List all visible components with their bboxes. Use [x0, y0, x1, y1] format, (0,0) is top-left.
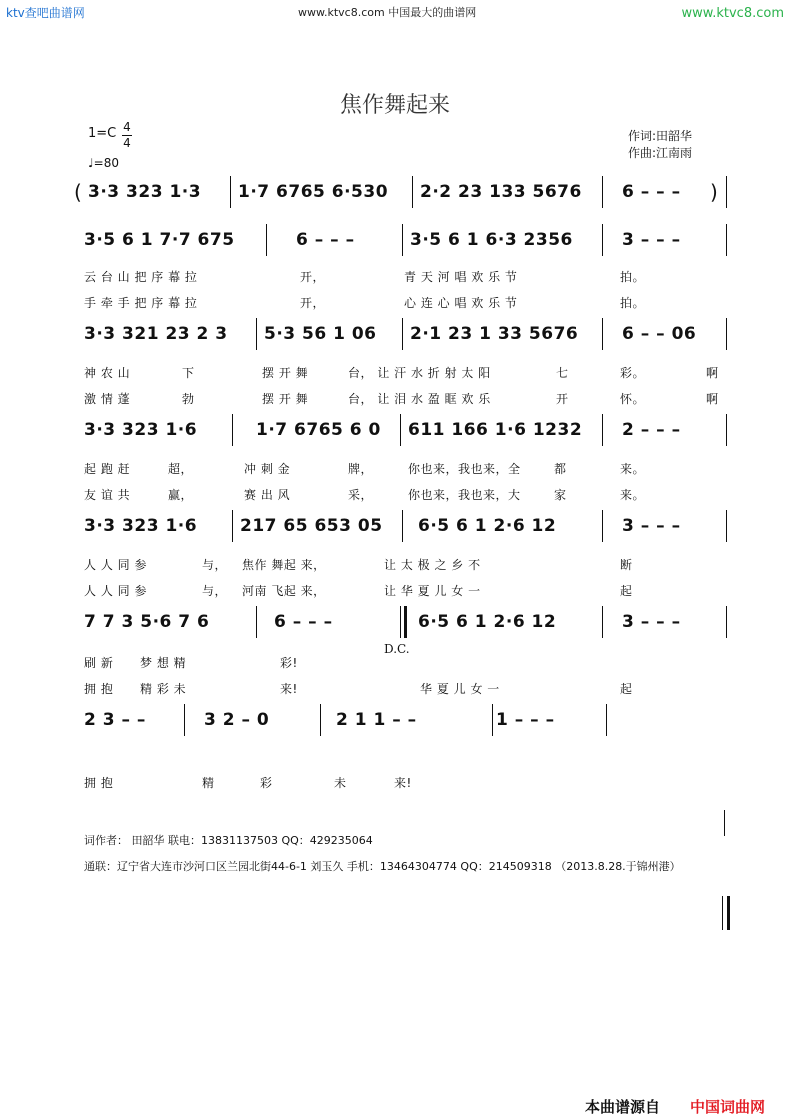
lyric-word: 梦 想 精 — [140, 656, 187, 670]
lyric-word: 台， 让 汗 水 折 射 太 阳 — [348, 366, 491, 380]
time-top: 4 — [123, 120, 131, 134]
barline — [602, 606, 603, 638]
measure: 2 3 – – — [84, 710, 146, 730]
lyric-word: 来。 — [620, 462, 646, 476]
barline — [232, 510, 233, 542]
barline — [726, 414, 727, 446]
measure: 6·5 6 1 2·6 12 — [418, 516, 557, 536]
lyric-word: 摆 开 舞 — [262, 366, 309, 380]
measure: 217 65 653 05 — [240, 516, 383, 536]
lyric-word: 未 — [334, 776, 347, 790]
repeat-open-paren: ( — [74, 180, 82, 204]
lyric-word: 赛 出 风 — [244, 488, 291, 502]
credits — [628, 128, 692, 162]
barline — [602, 224, 603, 256]
lyric-word: 刷 新 — [84, 656, 114, 670]
measure: 3·3 323 1·6 — [84, 420, 198, 440]
site-name-left: ktv查吧曲谱网 — [6, 6, 85, 20]
lyric-word: 拥 抱 — [84, 682, 114, 696]
lyric-word: 华 夏 儿 女 一 — [420, 682, 500, 696]
lyric-word: 开， — [300, 296, 326, 310]
measure: 1·7 6765 6·530 — [238, 182, 389, 202]
measure: 3 – – – — [622, 612, 681, 632]
lyric-word: 拍。 — [620, 296, 646, 310]
barline — [256, 318, 257, 350]
measure: 6 – – – — [296, 230, 355, 250]
lyric-word: 精 — [202, 776, 215, 790]
lyric-word: 焦作 舞起 来， — [242, 558, 326, 572]
barline — [266, 224, 267, 256]
barline — [492, 704, 493, 736]
lyric-word: 起 — [620, 584, 633, 598]
margin-line — [724, 810, 725, 836]
lyric-word: 都 — [554, 462, 567, 476]
staff-row-6 — [80, 606, 732, 638]
barline — [606, 704, 607, 736]
staff-row-1 — [74, 176, 732, 208]
measure: 3 – – – — [622, 516, 681, 536]
measure: 7 7 3 5·6 7 6 — [84, 612, 210, 632]
measure: 5·3 56 1 06 — [264, 324, 377, 344]
lyric-word: 来! — [280, 682, 298, 696]
staff-row-5 — [80, 510, 732, 542]
double-barline-thick — [404, 606, 407, 638]
tempo-marking: ♩=80 — [88, 156, 119, 170]
lyric-word: 七 — [556, 366, 569, 380]
barline — [726, 224, 727, 256]
measure: 3 2 – 0 — [204, 710, 270, 730]
measure: 3·5 6 1 6·3 2356 — [410, 230, 573, 250]
barline — [602, 414, 603, 446]
lyric-word: 下 — [182, 366, 195, 380]
source-label: 本曲谱源自 — [585, 1098, 661, 1116]
barline — [232, 414, 233, 446]
barline — [726, 176, 727, 208]
time-signature — [122, 120, 132, 151]
lyric-word: 与， — [202, 558, 228, 572]
lyric-word: 台， 让 泪 水 盈 眶 欢 乐 — [348, 392, 491, 406]
time-bottom: 4 — [123, 136, 131, 150]
lyric-word: 家 — [554, 488, 567, 502]
key-signature: 1=C — [88, 126, 117, 141]
barline — [602, 510, 603, 542]
measure: 3·5 6 1 7·7 675 — [84, 230, 235, 250]
barline — [602, 176, 603, 208]
lyric-word: 开， — [300, 270, 326, 284]
measure: 6 – – 06 — [622, 324, 697, 344]
measure: 6 – – – — [274, 612, 333, 632]
measure: 2 – – – — [622, 420, 681, 440]
lyric-word: 精 彩 未 — [140, 682, 187, 696]
lyricist: 作词:田韶华 — [628, 129, 693, 143]
lyric-word: 勃 — [182, 392, 195, 406]
lyric-word: 让 华 夏 儿 女 一 — [384, 584, 481, 598]
measure: 3·3 323 1·6 — [84, 516, 198, 536]
lyric-word: 冲 刺 金 — [244, 462, 291, 476]
barline — [400, 414, 401, 446]
lyric-word: 彩 — [260, 776, 273, 790]
measure: 3·3 323 1·3 — [88, 182, 202, 202]
lyric-word: 来。 — [620, 488, 646, 502]
measure: 2·1 23 1 33 5676 — [410, 324, 579, 344]
barline — [320, 704, 321, 736]
lyric-word: 彩! — [280, 656, 298, 670]
lyric-word: 起 — [620, 682, 633, 696]
lyric-word: 与， — [202, 584, 228, 598]
measure: 3·3 321 23 2 3 — [84, 324, 228, 344]
measure: 1·7 6765 6 0 — [256, 420, 381, 440]
staff-row-7 — [80, 704, 732, 736]
staff-row-4 — [80, 414, 732, 446]
lyric-word: 牌， — [348, 462, 374, 476]
barline — [402, 224, 403, 256]
lyric-word: 友 谊 共 — [84, 488, 131, 502]
barline — [184, 704, 185, 736]
lyric-word: 拥 抱 — [84, 776, 114, 790]
barline — [602, 318, 603, 350]
lyric-word: 断 — [620, 558, 633, 572]
lyric-word: 让 太 极 之 乡 不 — [384, 558, 481, 572]
barline — [402, 318, 403, 350]
lyric-word: 摆 开 舞 — [262, 392, 309, 406]
song-title: 焦作舞起来 — [339, 93, 450, 118]
final-barline — [722, 896, 730, 930]
lyric-word: 人 人 同 参 — [84, 558, 147, 572]
lyric-word: 你也来，我也来，全 — [408, 462, 521, 476]
measure: 3 – – – — [622, 230, 681, 250]
lyric-word: 手 牵 手 把 序 幕 拉 — [84, 296, 198, 310]
barline — [256, 606, 257, 638]
composer: 作曲:江南雨 — [628, 146, 693, 160]
site-banner: www.ktvc8.com 中国最大的曲谱网 — [298, 6, 477, 19]
contact-line-2: 通联：辽宁省大连市沙河口区兰园北街44-6-1 刘玉久 手机：13464304774 QQ：214509318 （2013.8.28.于锦州港） — [84, 860, 681, 873]
contact-line-1: 词作者： 田韶华 联电：13831137503 QQ：429235064 — [84, 834, 373, 847]
barline — [726, 510, 727, 542]
lyric-word: 啊 — [706, 392, 719, 406]
lyric-word: 激 情 蓬 — [84, 392, 131, 406]
measure: 6·5 6 1 2·6 12 — [418, 612, 557, 632]
lyric-word: 青 天 河 唱 欢 乐 节 — [404, 270, 518, 284]
lyric-word: 采， — [348, 488, 374, 502]
lyric-word: 开 — [556, 392, 569, 406]
measure: 6 – – – — [622, 182, 681, 202]
source-site[interactable]: 中国词曲网 — [690, 1098, 766, 1116]
measure: 611 166 1·6 1232 — [408, 420, 583, 440]
lyric-word: 啊 — [706, 366, 719, 380]
staff-row-2 — [80, 224, 732, 256]
staff-row-3 — [80, 318, 732, 350]
measure: 2·2 23 133 5676 — [420, 182, 582, 202]
barline — [412, 176, 413, 208]
site-url-right[interactable]: www.ktvc8.com — [681, 6, 784, 21]
barline — [726, 606, 727, 638]
lyric-word: 人 人 同 参 — [84, 584, 147, 598]
measure: 2 1 1 – – — [336, 710, 417, 730]
repeat-close-paren: ) — [710, 180, 718, 204]
lyric-word: 彩。 — [620, 366, 646, 380]
lyric-word: 怀。 — [620, 392, 646, 406]
lyric-word: 拍。 — [620, 270, 646, 284]
da-capo-mark: D.C. — [384, 642, 410, 656]
lyric-word: 云 台 山 把 序 幕 拉 — [84, 270, 198, 284]
barline — [402, 510, 403, 542]
lyric-word: 来! — [394, 776, 412, 790]
double-barline — [400, 606, 401, 638]
barline — [230, 176, 231, 208]
lyric-word: 心 连 心 唱 欢 乐 节 — [404, 296, 518, 310]
barline — [726, 318, 727, 350]
lyric-word: 起 跑 赶 — [84, 462, 131, 476]
lyric-word: 河南 飞起 来， — [242, 584, 326, 598]
lyric-word: 赢， — [168, 488, 194, 502]
lyric-word: 神 农 山 — [84, 366, 131, 380]
lyric-word: 超， — [168, 462, 194, 476]
lyric-word: 你也来，我也来，大 — [408, 488, 521, 502]
measure: 1 – – – — [496, 710, 555, 730]
